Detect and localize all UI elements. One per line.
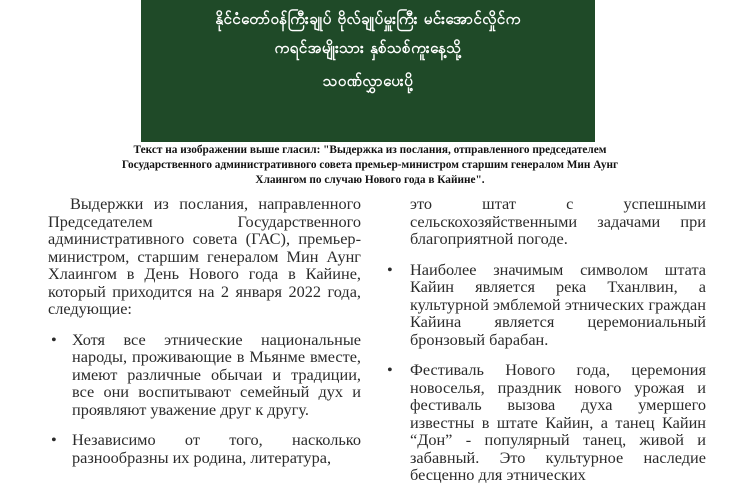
list-item-text: Хотя все этнические национальные народы, проживающие в Мьянме вместе, имеют различные обычаи и традиции, все они воспитывают семейный дух и проявляют уважение друг к другу. — [72, 329, 361, 419]
list-item-text: Наиболее значимым символом штата Кайин является река Тханлвин, а культурной эмблемой этнических граждан Кайина является церемониальный бронзовый барабан. — [410, 259, 706, 349]
right-column — [384, 195, 706, 484]
banner-image — [141, 0, 595, 142]
right-bullet-list — [384, 261, 706, 484]
left-column — [48, 195, 361, 466]
bullet-marker: • — [51, 329, 57, 349]
bullet-marker: • — [51, 430, 57, 449]
continued-paragraph: это штат с успешными сельскохозяйственными задачами при благоприятной погоде. — [410, 194, 706, 248]
banner-line-2: ကရင်အမျိုးသား နှစ်သစ်ကူးနေ့သို့ — [274, 39, 462, 57]
list-item-text: Независимо от того, насколько разнообразны их родина, литература, — [72, 430, 361, 467]
bullet-marker: • — [387, 259, 393, 279]
image-caption: Текст на изображении выше гласил: "Выдержка из послания, отправленного председателем Государственного административного совета премьер-министром старшим генералом Мин Аунг Хлаингом по случаю Нового года в Кайине". — [121, 144, 619, 186]
list-item — [48, 431, 361, 466]
list-item-text: Фестиваль Нового года, церемония новоселья, праздник нового урожая и фестиваль вызова духа умершего известны в штате Кайин, а танец Кайин “Дон” - популярный танец, живой и забавный. Это культурное наследие бесценно для этнических — [410, 360, 706, 484]
list-item — [384, 261, 706, 349]
list-item — [384, 361, 706, 484]
banner-line-3: သဝဏ်လွှာပေးပို့ — [322, 72, 414, 90]
intro-paragraph: Выдержки из послания, направленного Председателем Государственного административного совета (ГАС), премьер-министром, старшим генералом Мин Аунг Хлаингом в День Нового года в Кайине, который приходится на 2 января 2022 года, следующие: — [48, 194, 361, 318]
list-item — [48, 331, 361, 419]
bullet-marker: • — [387, 360, 393, 379]
banner-line-1: နိုင်ငံတော်ဝန်ကြီးချုပ် ဗိုလ်ချုပ်မှူးကြီး မင်းအောင်လှိုင်က — [215, 10, 521, 28]
left-bullet-list — [48, 331, 361, 467]
